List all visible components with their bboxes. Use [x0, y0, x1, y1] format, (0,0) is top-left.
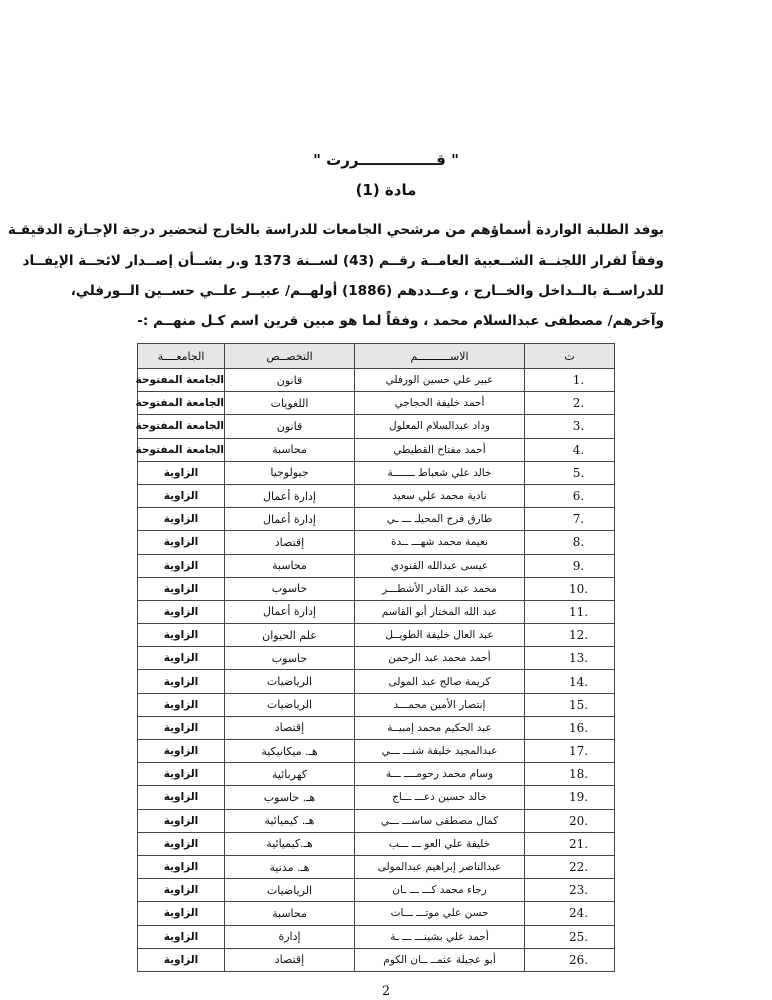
- row-number: 21.: [525, 832, 615, 855]
- table-row: [138, 855, 615, 878]
- university-cell: الجامعة المفتوحة: [138, 415, 225, 438]
- row-number: 18.: [525, 763, 615, 786]
- university-cell: الزاوية: [138, 647, 225, 670]
- university-cell: الزاوية: [138, 948, 225, 971]
- university-cell: الزاوية: [138, 925, 225, 948]
- row-number: 19.: [525, 786, 615, 809]
- table-row: [138, 554, 615, 577]
- student-name: وداد عبدالسلام المعلول: [355, 415, 525, 438]
- university-cell: الزاوية: [138, 624, 225, 647]
- paragraph-line-2: وفقاً لقرار اللجنــة الشــعبية العامــة رقــم (43) لســنة 1373 و.ر بشــأن إصــدار لائحــة الإيفــاد: [22, 253, 664, 269]
- specialty-cell: قانون: [225, 415, 355, 438]
- table-row: [138, 763, 615, 786]
- university-cell: الزاوية: [138, 855, 225, 878]
- university-cell: الزاوية: [138, 763, 225, 786]
- student-name: أبو عجيلة عثمــ ــان الكوم: [355, 948, 525, 971]
- university-cell: الزاوية: [138, 693, 225, 716]
- table-row: [138, 925, 615, 948]
- table-header-row: [138, 344, 615, 369]
- table-row: [138, 832, 615, 855]
- student-name: خليفة علي العو ـــ ـــب: [355, 832, 525, 855]
- specialty-cell: الرياضيات: [225, 879, 355, 902]
- university-cell: الزاوية: [138, 577, 225, 600]
- university-cell: الزاوية: [138, 902, 225, 925]
- student-name: طارق فرج المحيلـ ـــ ـي: [355, 508, 525, 531]
- student-name: عبد الله المختار أبو القاسم: [355, 600, 525, 623]
- student-name: عبدالناصر إبراهيم عبدالمولى: [355, 855, 525, 878]
- university-cell: الزاوية: [138, 600, 225, 623]
- row-number: 5.: [525, 461, 615, 484]
- row-number: 2.: [525, 392, 615, 415]
- table-row: [138, 369, 615, 392]
- university-cell: الزاوية: [138, 740, 225, 763]
- specialty-cell: الرياضيات: [225, 670, 355, 693]
- student-name: عبد الحكيم محمد إمبيــة: [355, 716, 525, 739]
- student-name: حسن علي موتـــ ـــات: [355, 902, 525, 925]
- student-name: عبدالمجيد خليفة شنـــ ـــي: [355, 740, 525, 763]
- row-number: 13.: [525, 647, 615, 670]
- table-row: [138, 647, 615, 670]
- specialty-cell: هـ. كيميائية: [225, 809, 355, 832]
- student-name: أحمد خليفة الحجاجي: [355, 392, 525, 415]
- row-number: 25.: [525, 925, 615, 948]
- row-number: 4.: [525, 438, 615, 461]
- header-specialty: التخصــص: [225, 344, 355, 369]
- student-name: عيسى عبدالله القنودي: [355, 554, 525, 577]
- university-cell: الجامعة المفتوحة: [138, 392, 225, 415]
- specialty-cell: إدارة أعمال: [225, 600, 355, 623]
- student-name: إنتصار الأمين محمـــد: [355, 693, 525, 716]
- table-row: [138, 392, 615, 415]
- row-number: 6.: [525, 484, 615, 507]
- table-row: [138, 948, 615, 971]
- university-cell: الزاوية: [138, 554, 225, 577]
- specialty-cell: إقتصاد: [225, 716, 355, 739]
- university-cell: الزاوية: [138, 461, 225, 484]
- specialty-cell: حاسوب: [225, 647, 355, 670]
- row-number: 17.: [525, 740, 615, 763]
- university-cell: الزاوية: [138, 531, 225, 554]
- student-name: كريمة صالح عبد المولى: [355, 670, 525, 693]
- student-name: نادية محمد علي سعيد: [355, 484, 525, 507]
- table-row: [138, 902, 615, 925]
- row-number: 1.: [525, 369, 615, 392]
- table-row: [138, 670, 615, 693]
- specialty-cell: إقتصاد: [225, 531, 355, 554]
- student-name: كمال مصطفى ساســـ ـــي: [355, 809, 525, 832]
- row-number: 23.: [525, 879, 615, 902]
- specialty-cell: كهربائية: [225, 763, 355, 786]
- student-name: عبير علي حسين الورفلي: [355, 369, 525, 392]
- specialty-cell: محاسبة: [225, 902, 355, 925]
- specialty-cell: حاسوب: [225, 577, 355, 600]
- row-number: 24.: [525, 902, 615, 925]
- header-name: الاســــــــــم: [355, 344, 525, 369]
- university-cell: الزاوية: [138, 508, 225, 531]
- student-name: خالد علي شعباط ـــــــة: [355, 461, 525, 484]
- specialty-cell: قانون: [225, 369, 355, 392]
- specialty-cell: جيولوجيا: [225, 461, 355, 484]
- university-cell: الزاوية: [138, 786, 225, 809]
- paragraph-line-4: وآخرهم/ مصطفى عبدالسلام محمد ، وفقاً لما هو مبين قرين اسم كـل منهــم :-: [137, 313, 664, 329]
- student-name: أحمد مفتاح القطيطي: [355, 438, 525, 461]
- header-number: ت: [525, 344, 615, 369]
- university-cell: الجامعة المفتوحة: [138, 369, 225, 392]
- row-number: 8.: [525, 531, 615, 554]
- university-cell: الزاوية: [138, 716, 225, 739]
- specialty-cell: هـ.كيميائية: [225, 832, 355, 855]
- university-cell: الزاوية: [138, 484, 225, 507]
- row-number: 14.: [525, 670, 615, 693]
- university-cell: الزاوية: [138, 670, 225, 693]
- row-number: 3.: [525, 415, 615, 438]
- university-cell: الزاوية: [138, 809, 225, 832]
- table-row: [138, 600, 615, 623]
- university-cell: الجامعة المفتوحة: [138, 438, 225, 461]
- row-number: 16.: [525, 716, 615, 739]
- specialty-cell: الرياضيات: [225, 693, 355, 716]
- row-number: 12.: [525, 624, 615, 647]
- table-row: [138, 461, 615, 484]
- table-row: [138, 508, 615, 531]
- table-row: [138, 716, 615, 739]
- table-row: [138, 740, 615, 763]
- student-name: محمد عبد القادر الأشطـــر: [355, 577, 525, 600]
- student-name: أحمد علي بشينـــ ـــ ـة: [355, 925, 525, 948]
- table-row: [138, 809, 615, 832]
- specialty-cell: إدارة أعمال: [225, 508, 355, 531]
- specialty-cell: إدارة أعمال: [225, 484, 355, 507]
- specialty-cell: إقتصاد: [225, 948, 355, 971]
- university-cell: الزاوية: [138, 879, 225, 902]
- row-number: 11.: [525, 600, 615, 623]
- table-row: [138, 693, 615, 716]
- table-row: [138, 438, 615, 461]
- row-number: 20.: [525, 809, 615, 832]
- row-number: 26.: [525, 948, 615, 971]
- specialty-cell: هـ. مدنية: [225, 855, 355, 878]
- specialty-cell: اللغويات: [225, 392, 355, 415]
- specialty-cell: هـ. حاسوب: [225, 786, 355, 809]
- paragraph-line-1: يوفد الطلبة الواردة أسماؤهم من مرشحي الجامعات للدراسة بالخارج لتحضير درجة الإجـازة الدقيقـة: [7, 222, 664, 238]
- table-row: [138, 577, 615, 600]
- table-row: [138, 786, 615, 809]
- page-number: 2: [381, 984, 391, 999]
- row-number: 7.: [525, 508, 615, 531]
- row-number: 15.: [525, 693, 615, 716]
- student-name: خالد حسين دعـــ ـــاج: [355, 786, 525, 809]
- article-heading: مادة (1): [355, 181, 417, 199]
- paragraph-line-3: للدراســة بالــداخل والخــارج ، وعــددهم (1886) أولهــم/ عبيــر علــي حســين الــورفلي،: [70, 283, 664, 299]
- university-cell: الزاوية: [138, 832, 225, 855]
- row-number: 9.: [525, 554, 615, 577]
- decision-title: " قـــــــــــــــررت ": [313, 151, 459, 169]
- header-university: الجامعــــة: [138, 344, 225, 369]
- table-row: [138, 624, 615, 647]
- specialty-cell: هـ. ميكانيكية: [225, 740, 355, 763]
- specialty-cell: محاسبة: [225, 438, 355, 461]
- row-number: 10.: [525, 577, 615, 600]
- table-row: [138, 531, 615, 554]
- student-name: عبد العال خليفة الطويــل: [355, 624, 525, 647]
- student-name: نعيمة محمد شهـــ ــدة: [355, 531, 525, 554]
- students-table: [137, 343, 615, 972]
- student-name: رجاء محمد كـــ ـــ ـان: [355, 879, 525, 902]
- table-row: [138, 484, 615, 507]
- student-name: أحمد محمد عبد الرحمن: [355, 647, 525, 670]
- specialty-cell: علم الحيوان: [225, 624, 355, 647]
- specialty-cell: محاسبة: [225, 554, 355, 577]
- student-name: وسام محمد رحومــــ ـــة: [355, 763, 525, 786]
- table-row: [138, 415, 615, 438]
- row-number: 22.: [525, 855, 615, 878]
- table-row: [138, 879, 615, 902]
- specialty-cell: إدارة: [225, 925, 355, 948]
